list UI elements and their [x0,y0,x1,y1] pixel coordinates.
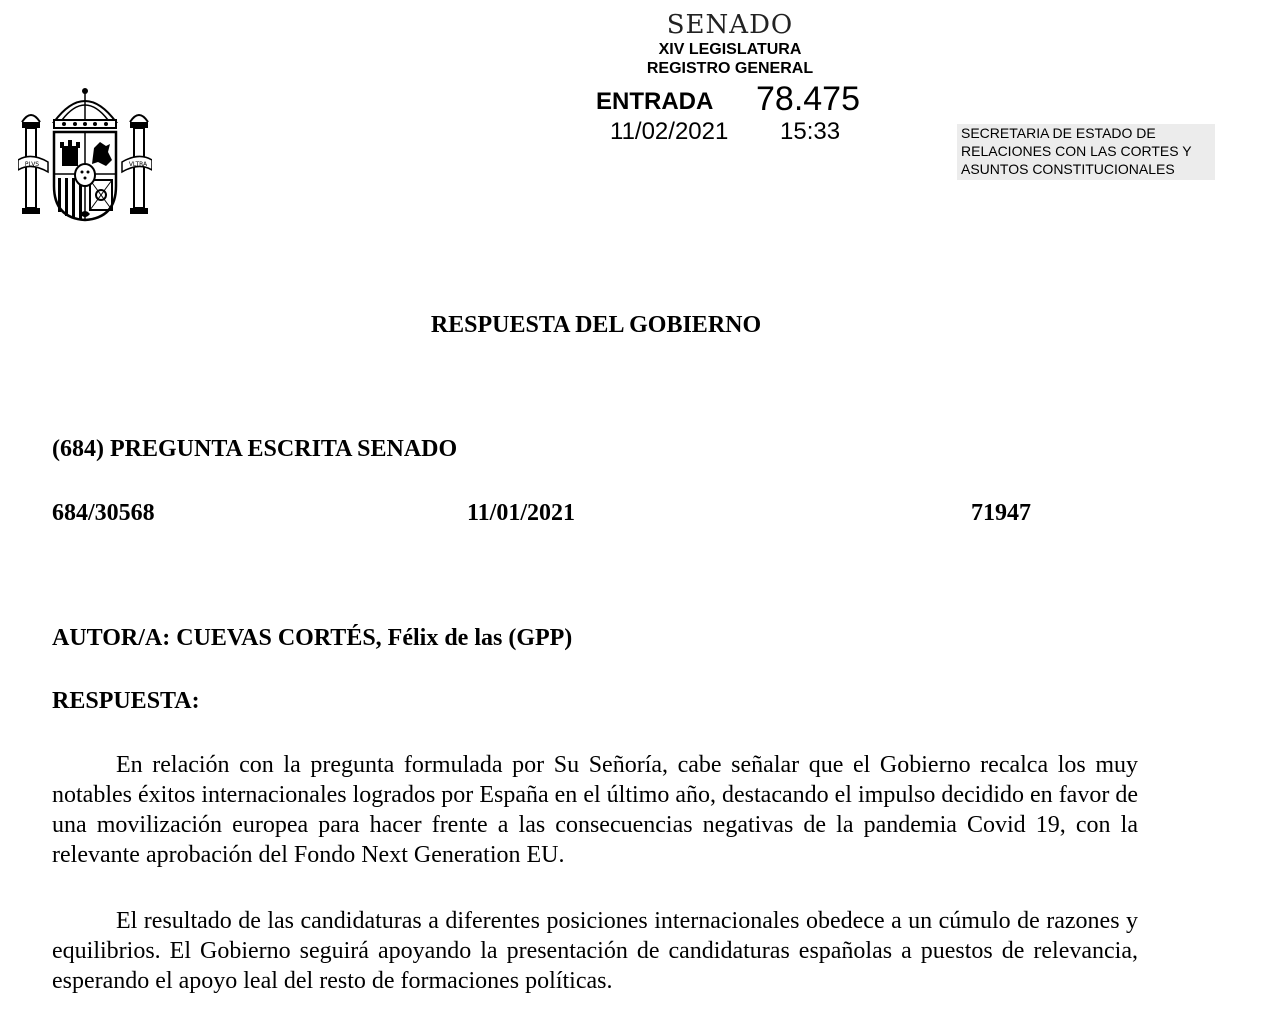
stamp-date: 11/02/2021 [610,118,729,145]
stamp-entry-label: ENTRADA [596,88,714,115]
stamp-registry: REGISTRO GENERAL [646,60,814,77]
secretaria-label-box [957,124,1215,180]
reference-date: 11/01/2021 [467,500,576,526]
reference-number: 684/30568 [52,500,155,526]
motto-right: VLTRA [128,161,148,168]
stamp-legislature: XIV LEGISLATURA [658,41,802,58]
answer-paragraph-2: El resultado de las candidaturas a diferentes posiciones internacionales obedece a un cúmulo de razones y equilibrios. El Gobierno seguirá apoyando la presentación de candidaturas españolas a puestos de relevancia, esperando el apoyo leal del resto de formaciones políticas. [52,908,1138,994]
secretaria-line-1: SECRETARIA DE ESTADO DE [961,125,1156,141]
document-title: RESPUESTA DEL GOBIERNO [430,312,762,338]
secretaria-line-3: ASUNTOS CONSTITUCIONALES [961,161,1175,177]
stamp-chamber: SENADO [666,10,794,40]
secretaria-line-2: RELACIONES CON LAS CORTES Y [961,143,1192,159]
motto-left: PLVS [24,161,40,168]
answer-label: RESPUESTA: [52,688,200,714]
stamp-entry-number: 78.475 [756,80,860,118]
author-line: AUTOR/A: CUEVAS CORTÉS, Félix de las (GPP) [52,625,573,651]
question-header: (684) PREGUNTA ESCRITA SENADO [52,436,458,462]
stamp-time: 15:33 [780,118,841,145]
coat-of-arms-logo [18,86,152,224]
answer-paragraph-1: En relación con la pregunta formulada por Su Señoría, cabe señalar que el Gobierno recalca los muy notables éxitos internacionales logrados por España en el último año, destacando el impulso decidido en favor de una movilización europea para hacer frente a las consecuencias negativas de la pandemia Covid 19, con la relevante aprobación del Fondo Next Generation EU. [52,752,1138,868]
reference-code: 71947 [971,500,1031,526]
